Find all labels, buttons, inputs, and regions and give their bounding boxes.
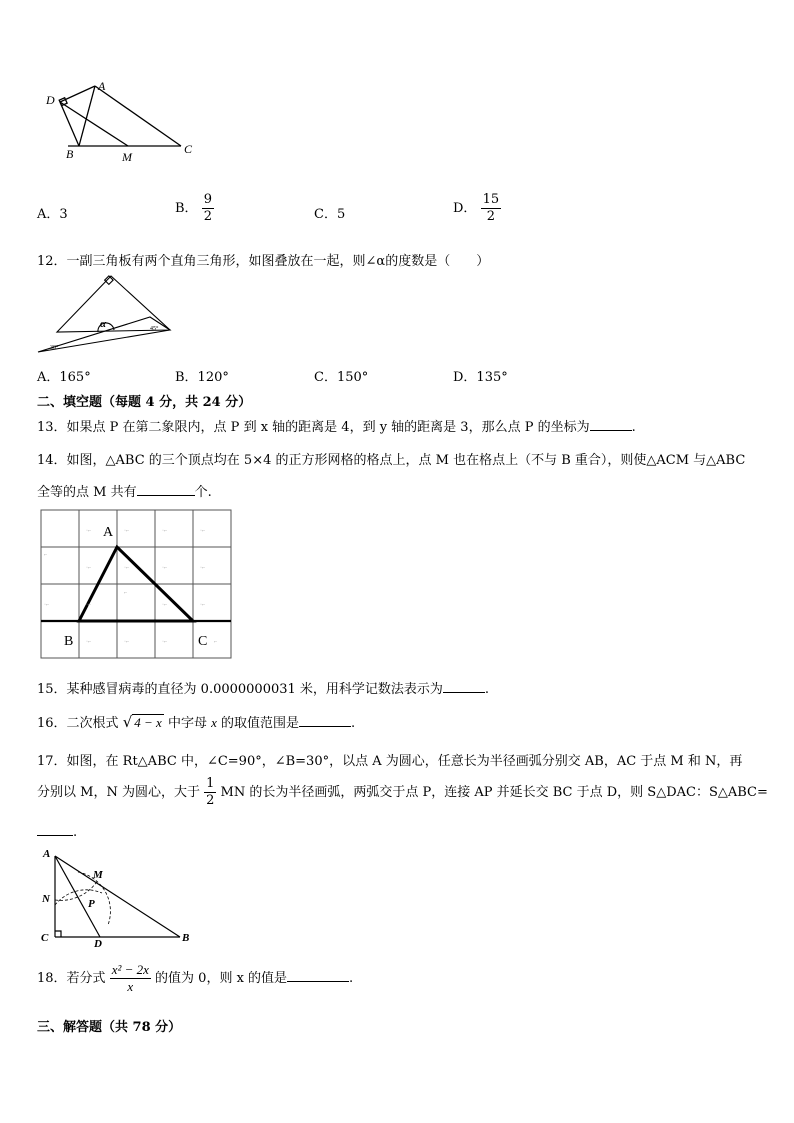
q17-label-n: N xyxy=(42,893,50,905)
svg-text:·⌐: ·⌐ xyxy=(124,565,130,571)
svg-text:·⌐: ·⌐ xyxy=(162,565,168,571)
q14-answer-blank[interactable] xyxy=(137,482,195,496)
svg-text:·⌐: ·⌐ xyxy=(124,639,130,645)
q17-line2-pre: 分别以 M，N 为圆心，大于 xyxy=(37,785,200,800)
q12-option-a: A．165° xyxy=(37,370,91,385)
q11-option-b-label: B． xyxy=(175,201,198,216)
q17-label-m: M xyxy=(93,869,103,881)
q17-line2 xyxy=(37,776,768,809)
q15-end: . xyxy=(484,682,490,697)
q11-option-b xyxy=(175,192,214,225)
svg-text:·⌐: ·⌐ xyxy=(44,602,50,608)
q11-b-denominator: 2 xyxy=(203,209,212,224)
svg-text:·⌐: ·⌐ xyxy=(124,528,130,534)
svg-text:·⌐: ·⌐ xyxy=(200,565,206,571)
q13-end: . xyxy=(631,420,636,435)
q15-text: 15．某种感冒病毒的直径为 0.0000000031 米，用科学记数法表示为 xyxy=(37,682,443,697)
q18-question xyxy=(37,962,353,995)
q12-angle-45: 45° xyxy=(150,326,159,332)
q16-var: x xyxy=(211,715,217,730)
q17-label-b: B xyxy=(182,932,190,944)
svg-text:·⌐: ·⌐ xyxy=(162,528,168,534)
q16-mid: 中字母 xyxy=(167,716,207,731)
section-3-heading: 三、解答题（共 78 分） xyxy=(37,1020,182,1035)
svg-text:·⌐: ·⌐ xyxy=(162,602,168,608)
q11-label-a: A xyxy=(98,79,106,93)
q16-post: 的取值范围是 xyxy=(221,716,300,731)
radical-sign-icon: √ xyxy=(122,713,133,731)
q13-question xyxy=(37,416,636,435)
q13-answer-blank[interactable] xyxy=(590,417,632,431)
q11-label-c: C xyxy=(184,142,193,156)
q11-b-numerator: 9 xyxy=(203,192,212,207)
q13-text: 13．如果点 P 在第二象限内，点 P 到 x 轴的距离是 4，到 y 轴的距离是 3，那么点 P 的坐标为 xyxy=(37,420,590,435)
q11-label-b: B xyxy=(66,147,74,161)
q11-option-d-label: D． xyxy=(453,201,477,216)
q18-denominator: x xyxy=(110,978,151,995)
q18-pre: 18．若分式 xyxy=(37,971,106,986)
q17-label-a: A xyxy=(43,848,51,860)
q12-angle-30: 30° xyxy=(50,345,59,351)
q11-option-d xyxy=(453,192,501,225)
q16-radicand: 4 − x xyxy=(134,715,162,730)
q16-pre: 16．二次根式 xyxy=(37,716,119,731)
q15-answer-blank[interactable] xyxy=(443,679,485,693)
q17-label-d: D xyxy=(94,938,102,950)
q14-line1: 14．如图，△ABC 的三个顶点均在 5×4 的正方形网格的格点上，点 M 也在格点上（不与 B 重合），则使△ACM 与△ABC xyxy=(37,453,746,468)
svg-text:·⌐: ·⌐ xyxy=(86,602,92,608)
q18-post: 的值为 0，则 x 的值是 xyxy=(155,971,288,986)
q12-alpha: α xyxy=(100,318,107,330)
q17-label-c: C xyxy=(41,932,49,944)
q14-line2-pre: 全等的点 M 共有 xyxy=(37,485,137,500)
svg-text:·⌐: ·⌐ xyxy=(200,528,206,534)
q11-label-m: M xyxy=(122,150,132,164)
q11-d-numerator: 15 xyxy=(482,192,500,207)
q17-line3 xyxy=(37,822,77,840)
svg-text:·⌐: ·⌐ xyxy=(162,639,168,645)
q16-answer-blank[interactable] xyxy=(299,713,351,727)
q16-end: . xyxy=(351,716,356,731)
q17-frac-numerator: 1 xyxy=(206,776,215,791)
q17-line1: 17．如图，在 Rt△ABC 中，∠C=90°，∠B=30°，以点 A 为圆心，任意长为半径画弧分别交 AB，AC 于点 M 和 N，再 xyxy=(37,754,743,769)
svg-text:·⌐: ·⌐ xyxy=(200,602,206,608)
q15-question xyxy=(37,678,489,697)
q17-frac-denominator: 2 xyxy=(206,793,215,808)
q12-option-b: B．120° xyxy=(175,370,229,385)
q12-option-d: D．135° xyxy=(453,370,508,385)
q16-question xyxy=(37,712,355,731)
q17-line2-post: MN 的长为半径画弧，两弧交于点 P，连接 AP 并延长交 BC 于点 D，则 S△DAC：S△ABC= xyxy=(220,785,768,800)
q14-line2 xyxy=(37,481,212,500)
q11-option-a: A．3 xyxy=(37,207,68,222)
q12-question: 12．一副三角板有两个直角三角形，如图叠放在一起，则∠α的度数是（ ） xyxy=(37,254,490,269)
q17-line3-end: . xyxy=(73,825,78,840)
svg-text:·⌐: ·⌐ xyxy=(86,565,92,571)
q14-line2-post: 个. xyxy=(194,485,212,500)
svg-text:⌐: ⌐ xyxy=(124,590,128,596)
q18-numerator: x² − 2x xyxy=(111,962,149,977)
section-2-heading: 二、填空题（每题 4 分，共 24 分） xyxy=(37,395,252,410)
q17-label-p: P xyxy=(88,898,95,910)
q12-option-c: C．150° xyxy=(314,370,369,385)
q11-option-c: C．5 xyxy=(314,207,346,222)
q11-d-denominator: 2 xyxy=(481,208,502,225)
q11-label-d: D xyxy=(46,93,55,107)
q18-answer-blank[interactable] xyxy=(287,968,349,982)
svg-text:⌐: ⌐ xyxy=(214,639,218,645)
svg-text:·⌐: ·⌐ xyxy=(86,528,92,534)
q14-label-b: B xyxy=(64,634,74,649)
svg-text:·⌐: ·⌐ xyxy=(86,639,92,645)
q18-end: . xyxy=(349,971,354,986)
svg-text:⌐: ⌐ xyxy=(44,552,48,558)
q17-answer-blank[interactable] xyxy=(37,822,73,836)
q14-label-a: A xyxy=(103,525,114,540)
q14-label-c: C xyxy=(198,634,208,649)
